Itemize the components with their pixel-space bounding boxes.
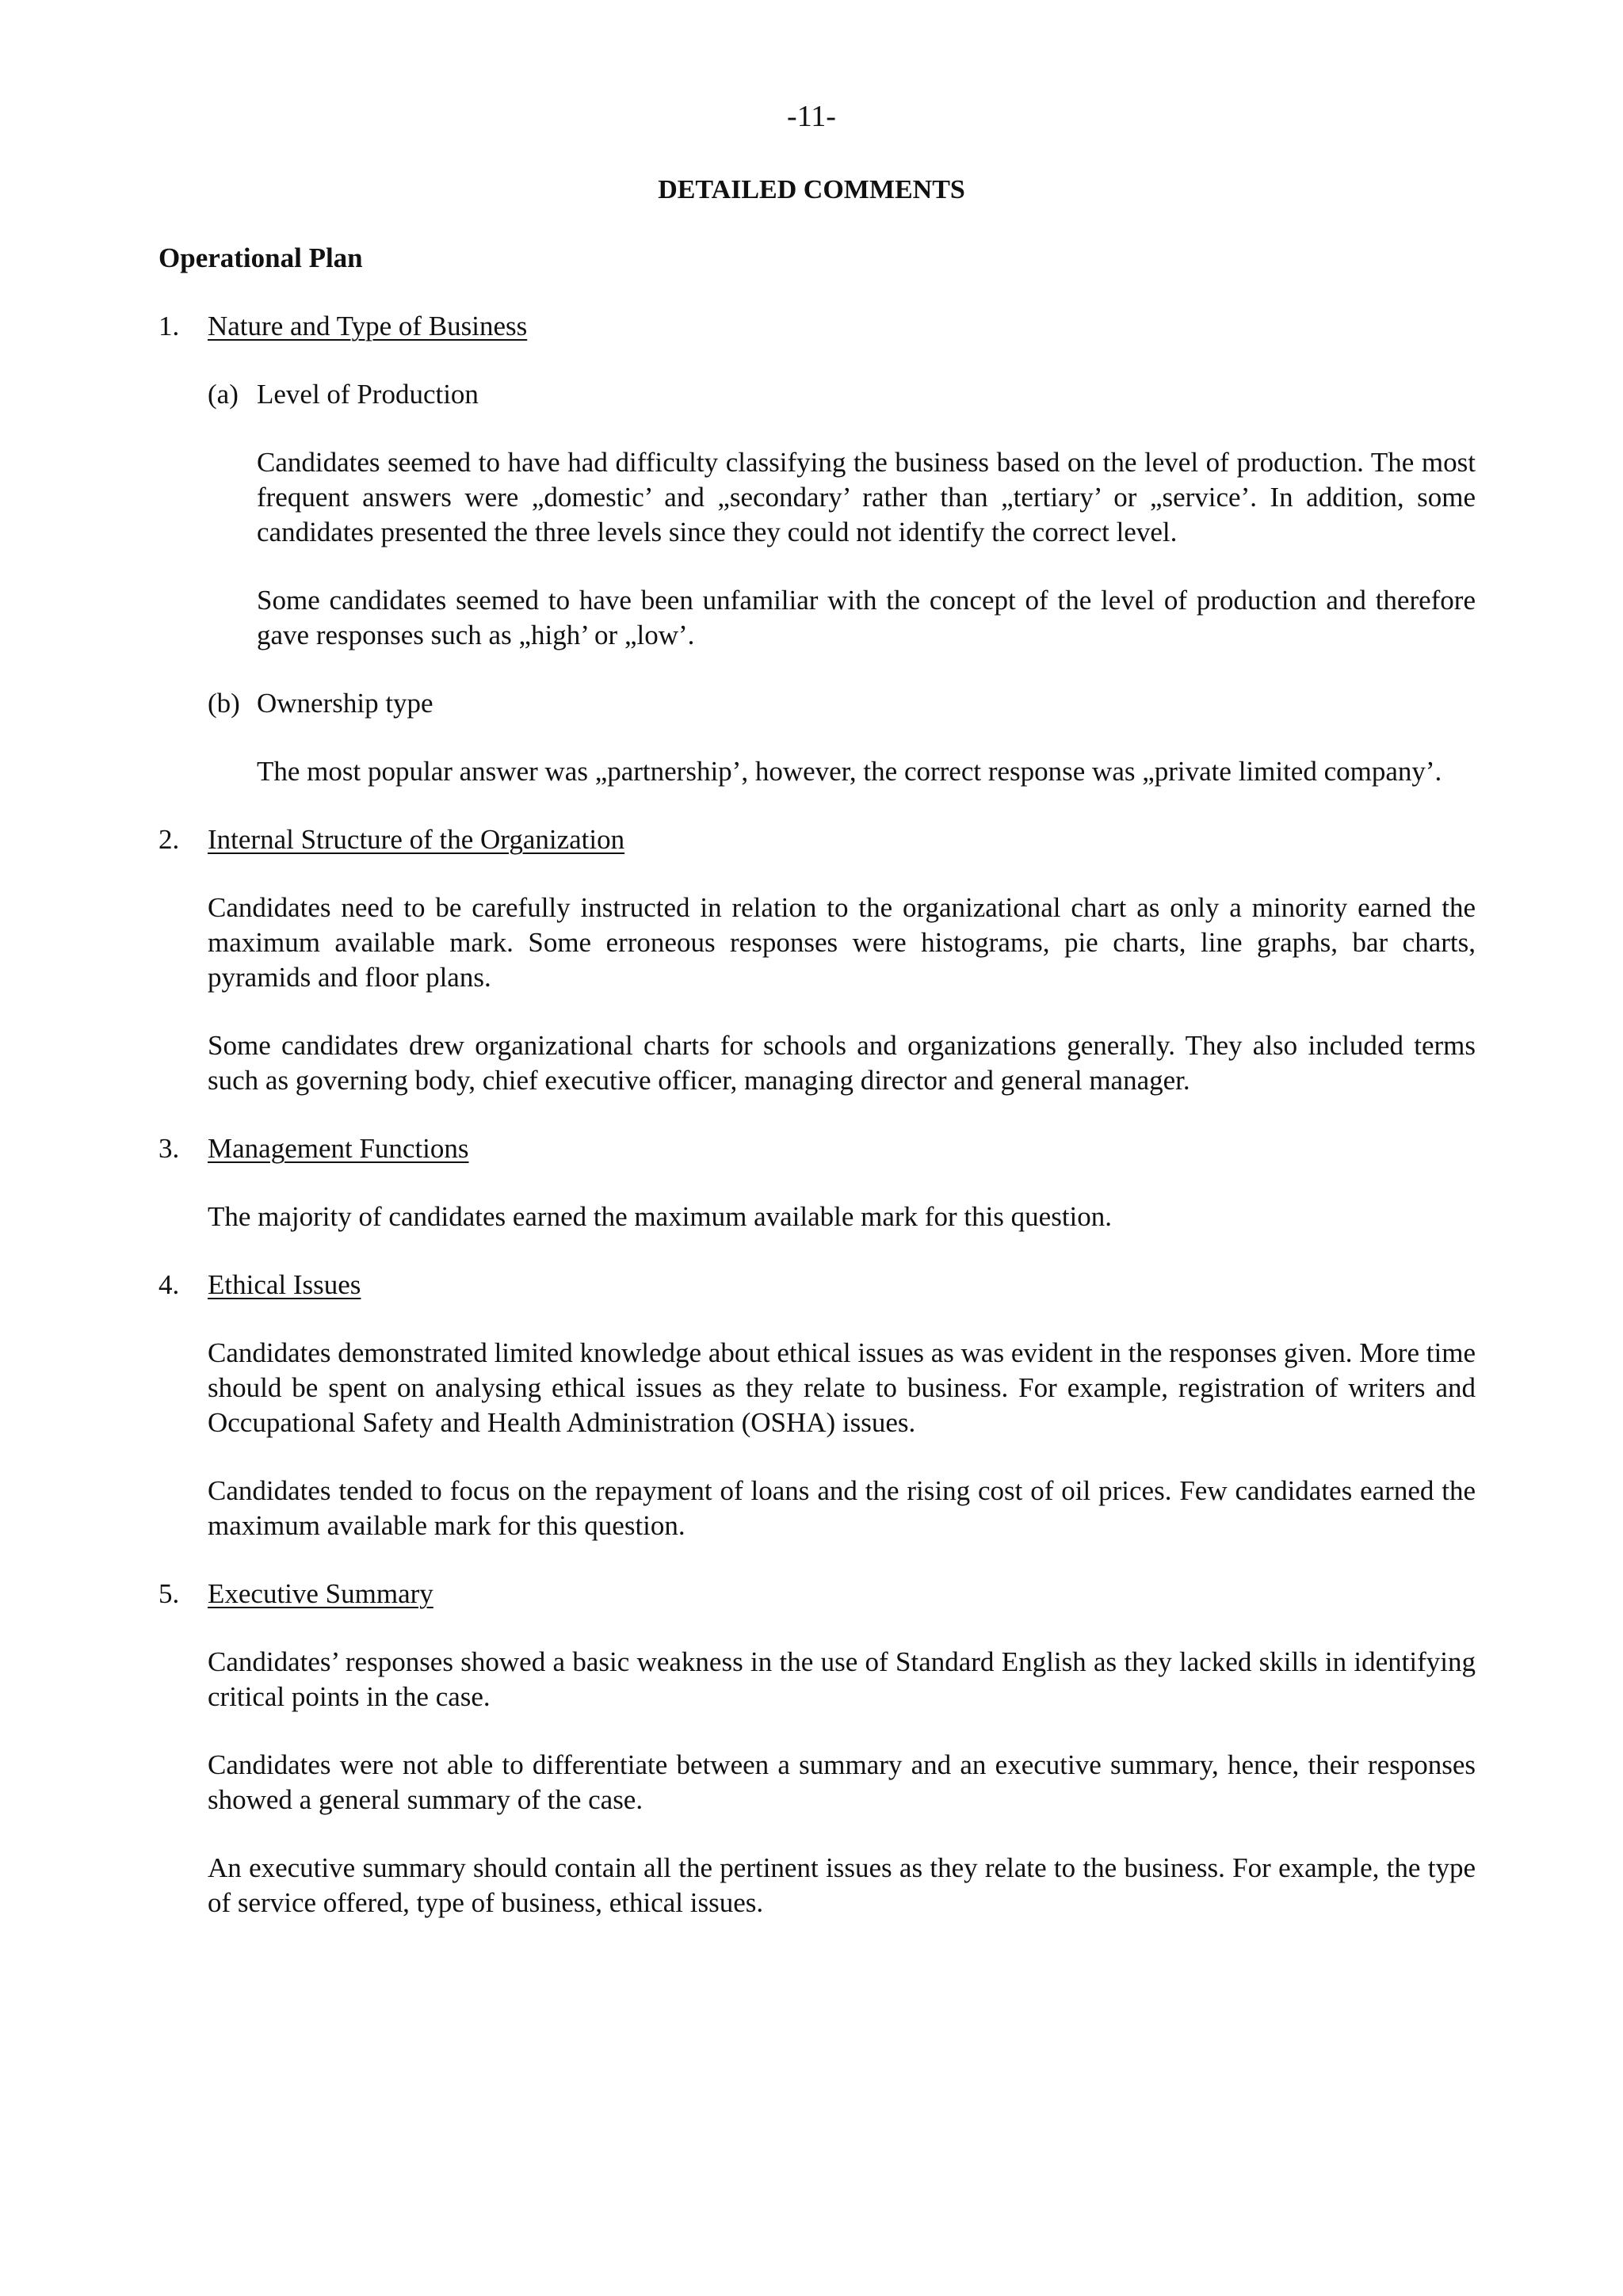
page-number: -11- [787,100,836,133]
sub-item-letter: (a) [208,379,239,410]
item-number: 4. [158,1269,180,1300]
sub-item-letter: (b) [208,688,240,719]
section-heading: Operational Plan [158,242,363,273]
paragraph: Candidates need to be carefully instructed in relation to the organizational chart as only a minority earned the maximum available mark. Some erroneous responses were histograms, pie charts, line graphs, bar charts, pyramids and floor plans. [208,892,1476,993]
item-number: 5. [158,1578,180,1609]
sub-item-ownership-type [158,686,1476,789]
paragraph: Some candidates drew organizational charts for schools and organizations generally. They also included terms such as governing body, chief executive officer, managing director and general manager. [208,1030,1476,1096]
paragraph: An executive summary should contain all the pertinent issues as they relate to the business. For example, the type of service offered, type of business, ethical issues. [208,1852,1476,1918]
paragraph: Candidates were not able to differentiate between a summary and an executive summary, hence, their responses showed a general summary of the case. [208,1749,1476,1815]
item-title: Management Functions [208,1133,469,1164]
item-number: 3. [158,1133,180,1164]
paragraph: Candidates seemed to have had difficulty classifying the business based on the level of production. The most frequent answers were „domestic’ and „secondary’ rather than „tertiary’ or „service’. In addition, some candidates presented the three levels since they could not identify the correct level. [257,447,1476,547]
sub-item-level-of-production [158,377,1476,653]
item-title: Executive Summary [208,1578,433,1609]
sub-item-title: Ownership type [257,688,433,719]
paragraph: The majority of candidates earned the maximum available mark for this question. [208,1201,1113,1232]
item-heading [158,1268,1476,1302]
sub-item-heading [158,686,1476,721]
item-number: 1. [158,311,180,341]
item-title: Internal Structure of the Organization [208,824,625,855]
item-title: Ethical Issues [208,1269,361,1300]
sub-item-title: Level of Production [257,379,479,410]
comment-item-executive-summary [158,1577,1476,1920]
document-body [158,241,1476,1954]
item-heading [158,1131,1476,1166]
item-heading [158,1577,1476,1611]
item-heading [158,309,1476,344]
paragraph: Candidates’ responses showed a basic weakness in the use of Standard English as they lacked skills in identifying critical points in the case. [208,1646,1476,1712]
item-heading [158,822,1476,857]
comment-item-nature-and-type-of-business [158,309,1476,789]
item-title: Nature and Type of Business [208,311,528,341]
paragraph: Candidates tended to focus on the repayment of loans and the rising cost of oil prices. Few candidates earned the maximum available mark for this question. [208,1475,1476,1541]
comment-item-management-functions [158,1131,1476,1234]
item-number: 2. [158,824,180,855]
comment-item-ethical-issues [158,1268,1476,1543]
comment-item-internal-structure [158,822,1476,1098]
paragraph: Some candidates seemed to have been unfamiliar with the concept of the level of production and therefore gave responses such as „high’ or „low’. [257,585,1476,650]
sub-item-heading [158,377,1476,412]
paragraph: The most popular answer was „partnership’, however, the correct response was „private limited company’. [257,756,1442,787]
paragraph: Candidates demonstrated limited knowledge about ethical issues as was evident in the responses given. More time should be spent on analysing ethical issues as they relate to business. For example, registration of writers and Occupational Safety and Health Administration (OSHA) issues. [208,1337,1476,1438]
document-title: DETAILED COMMENTS [658,175,965,204]
